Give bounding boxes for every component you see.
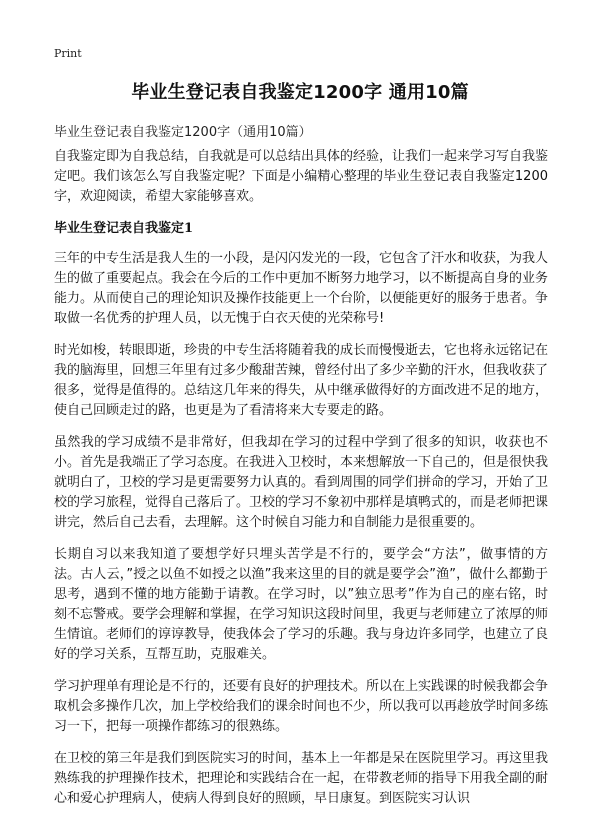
body-paragraph: 在卫校的第三年是我们到医院实习的时间，基本上一年都是呆在医院里学习。再这里我熟练我的护理操作技术，把理论和实践结合在一起，在带教老师的指导下用我全副的耐心和爱心护理病人，使病人得到良好的照顾，早日康复。到医院实习认识: [54, 751, 549, 806]
body-paragraph: 长期自习以来我知道了要想学好只埋头苦学是不行的，要学会“方法”，做事情的方法。古人云，”授之以鱼不如授之以渔”我来这里的目的就是要学会”渔”，做什么都勤于思考，遇到不懂的地方能勤于请教。在学习时，以”独立思考”作为自己的座右铭，时刻不忘警戒。要学会理解和掌握，在学习知识这段时间里，我更与老师建立了浓厚的师生情谊。老师们的谆谆教导，使我体会了学习的乐趣。我与身边许多同学，也建立了良好的学习关系，互帮互助，克服难关。: [54, 547, 549, 662]
body-paragraph: 虽然我的学习成绩不是非常好，但我却在学习的过程中学到了很多的知识，收获也不小。首先是我端正了学习态度。在我进入卫校时，本来想解放一下自己的，但是很快我就明白了，卫校的学习是更需要努力认真的。看到周围的同学们拼命的学习，开始了卫校的学习旅程，觉得自己落后了。卫校的学习不象初中那样是填鸭式的，而是老师把课讲完，然后自己去看，去理解。这个时候自习能力和自制能力是很重要的。: [54, 435, 549, 530]
intro-paragraph: 自我鉴定即为自我总结，自我就是可以总结出具体的经验，让我们一起来学习写自我鉴定吧。我们该怎么写自我鉴定呢？下面是小编精心整理的毕业生登记表自我鉴定1200字，欢迎阅读，希望大家能够喜欢。: [54, 149, 549, 204]
page-title: 毕业生登记表自我鉴定1200字 通用10篇: [131, 82, 469, 103]
body-paragraph: 三年的中专生活是我人生的一小段，是闪闪发光的一段，它包含了汗水和收获，为我人生的做了重要起点。我会在今后的工作中更加不断努力地学习，以不断提高自身的业务能力。从而使自己的理论知识及操作技能更上一个台阶，以便能更好的服务于患者。争取做一名优秀的护理人员，以无愧于白衣天使的光荣称号!: [54, 251, 549, 326]
print-link[interactable]: Print: [54, 47, 82, 60]
document-subtitle: 毕业生登记表自我鉴定1200字（通用10篇）: [54, 125, 312, 140]
article-body: [54, 147, 548, 821]
section-heading: 毕业生登记表自我鉴定1: [54, 221, 194, 236]
body-paragraph: 学习护理单有理论是不行的，还要有良好的护理技术。所以在上实践课的时候我都会争取机会多操作几次，加上学校给我们的课余时间也不少，所以我可以再趁放学时间多练习一下，把每一项操作都练习的很熟练。: [54, 679, 549, 734]
body-paragraph: 时光如梭，转眼即逝，珍贵的中专生活将随着我的成长而慢慢逝去，它也将永远铭记在我的脑海里，回想三年里有过多少酸甜苦辣，曾经付出了多少辛勤的汗水，但我收获了很多，觉得是值得的。总结这几年来的得失，从中继承做得好的方面改进不足的地方，使自己回顾走过的路，也更是为了看清将来大专要走的路。: [54, 343, 549, 418]
